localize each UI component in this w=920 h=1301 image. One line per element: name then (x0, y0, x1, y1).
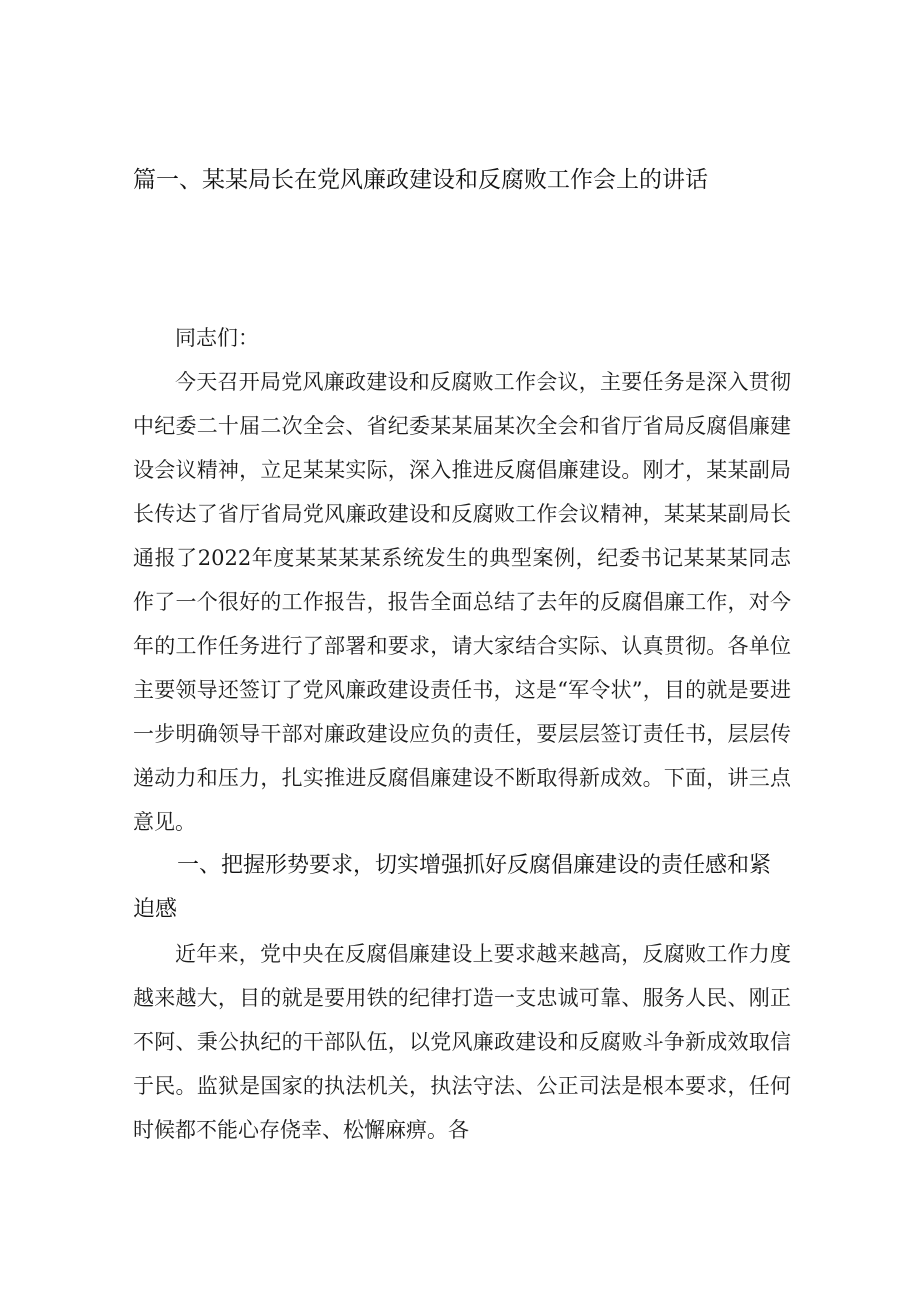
paragraph-opening: 今天召开局党风廉政建设和反腐败工作会议，主要任务是深入贯彻中纪委二十届二次全会、省纪委某某届某次全会和省厅省局反腐倡廉建设会议精神，立足某某实际，深入推进反腐倡廉建设。刚才，某某副局长传达了省厅省局党风廉政建设和反腐败工作会议精神，某某某副局长通报了2022年度某某某某系统发生的典型案例，纪委书记某某某同志作了一个很好的工作报告，报告全面总结了去年的反腐倡廉工作，对今年的工作任务进行了部署和要求，请大家结合实际、认真贯彻。各单位主要领导还签订了党风廉政建设责任书，这是“军令状”，目的就是要进一步明确领导干部对廉政建设应负的责任，要层层签订责任书，层层传递动力和压力，扎实推进反腐倡廉建设不断取得新成效。下面，讲三点意见。 (133, 370, 791, 834)
paragraph-section-1: 近年来，党中央在反腐倡廉建设上要求越来越高，反腐败工作力度越来越大，目的就是要用铁的纪律打造一支忠诚可靠、服务人民、刚正不阿、秉公执纪的干部队伍，以党风廉政建设和反腐败斗争新成效取信于民。监狱是国家的执法机关，执法守法、公正司法是根本要求，任何时候都不能心存侥幸、松懈麻痹。各 (133, 942, 791, 1142)
salutation: 同志们： (175, 326, 259, 350)
document-body (133, 316, 791, 1152)
document-title: 篇一、某某局长在党风廉政建设和反腐败工作会上的讲话 (133, 167, 708, 193)
section-heading-1: 一、把握形势要求，切实增强抓好反腐倡廉建设的责任感和紧迫感 (133, 853, 772, 922)
